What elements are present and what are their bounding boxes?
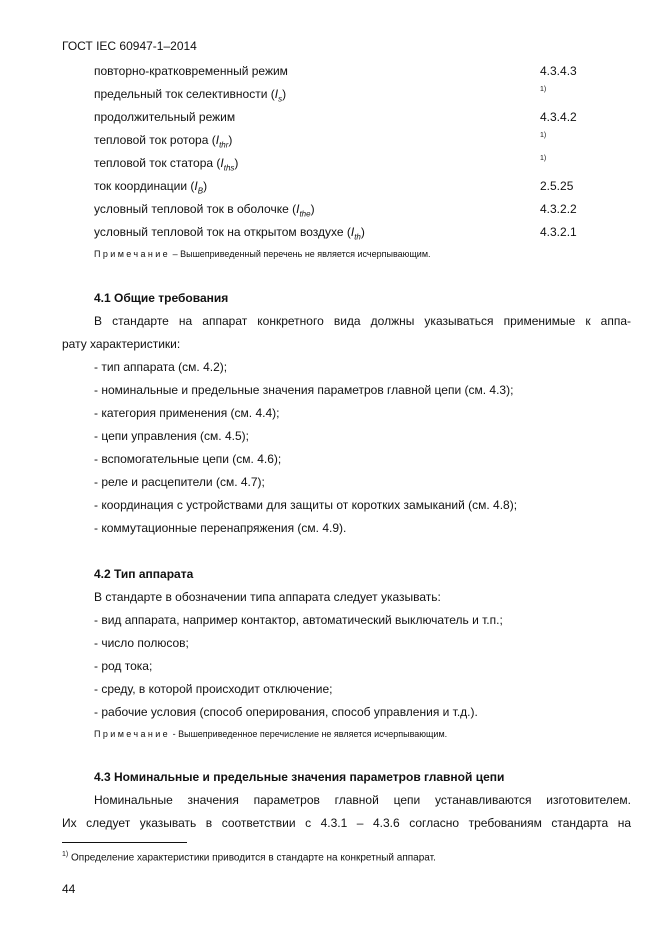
paragraph-line: В стандарте на аппарат конкретного вида должны указываться применимые к аппа- xyxy=(94,314,631,328)
symbol: $I_s$ xyxy=(274,87,283,104)
note xyxy=(94,726,447,742)
list-item: - номинальные и предельные значения параметров главной цепи (см. 4.3); xyxy=(94,383,514,397)
definition-ref: 4.3.2.2 xyxy=(540,202,577,216)
definition-ref: 2.5.25 xyxy=(540,179,574,193)
list-item: - вид аппарата, например контактор, автоматический выключатель и т.п.; xyxy=(94,613,503,627)
list-item: - цепи управления (см. 4.5); xyxy=(94,429,249,443)
paragraph-line: В стандарте в обозначении типа аппарата следует указывать: xyxy=(94,590,441,604)
footnote-text: Определение характеристики приводится в стандарте на конкретный аппарат. xyxy=(68,852,436,864)
document-header: ГОСТ IEC 60947-1–2014 xyxy=(62,39,197,53)
definition-ref: 4.3.4.2 xyxy=(540,110,577,124)
section-heading: 4.3 Номинальные и предельные значения параметров главной цепи xyxy=(94,770,505,784)
list-item: - коммутационные перенапряжения (см. 4.9). xyxy=(94,521,347,535)
definition-term: предельный ток селективности $(I_s)$ xyxy=(94,87,287,104)
list-item: - реле и расцепители (см. 4.7); xyxy=(94,475,265,489)
list-item: - рабочие условия (способ оперирования, способ управления и т.д.). xyxy=(94,705,478,719)
symbol: $I_{ths}$ xyxy=(220,156,235,173)
definition-term: тепловой ток статора $(I_{ths})$ xyxy=(94,156,239,173)
definition-ref: 4.3.2.1 xyxy=(540,225,577,239)
paragraph-line: рату характеристики: xyxy=(62,337,181,351)
symbol: $I_B$ xyxy=(194,179,204,196)
paragraph-line: Номинальные значения параметров главной цепи устанавливаются изготовителем. xyxy=(94,793,631,807)
section-heading: 4.2 Тип аппарата xyxy=(94,567,194,581)
list-item: - среду, в которой происходит отключение; xyxy=(94,682,333,696)
list-item: - род тока; xyxy=(94,659,153,673)
footnote xyxy=(62,847,436,866)
list-item: - вспомогательные цепи (см. 4.6); xyxy=(94,452,282,466)
definition-term: повторно-кратковременный режим xyxy=(94,64,288,78)
list-item: - число полюсов; xyxy=(94,636,189,650)
paragraph-line: Их следует указывать в соответствии с 4.3.1 – 4.3.6 согласно требованиям стандарта на xyxy=(62,816,631,830)
footnote-divider xyxy=(62,842,187,843)
definition-term: ток координации $(I_B)$ xyxy=(94,179,208,196)
note-label: Примечание xyxy=(94,249,171,259)
footnote-ref: 1) xyxy=(540,155,547,162)
list-item: - категория применения (см. 4.4); xyxy=(94,406,280,420)
symbol: $I_{thr}$ xyxy=(215,133,229,150)
section-heading: 4.1 Общие требования xyxy=(94,291,229,305)
footnote-ref: 1) xyxy=(540,132,547,139)
definition-term: тепловой ток ротора $(I_{thr})$ xyxy=(94,133,233,150)
page-number: 44 xyxy=(62,882,76,896)
note-text: - Вышеприведенное перечисление не является исчерпывающим. xyxy=(170,729,448,739)
note xyxy=(94,246,431,262)
definition-term: условный тепловой ток в оболочке $(I_{the})$ xyxy=(94,202,315,219)
definition-term: продолжительный режим xyxy=(94,110,236,124)
symbol: $I_{th}$ xyxy=(350,225,361,242)
footnote-ref: 1) xyxy=(540,86,547,93)
note-label: Примечание xyxy=(94,729,171,739)
list-item: - координация с устройствами для защиты от коротких замыканий (см. 4.8); xyxy=(94,498,518,512)
note-text: – Вышеприведенный перечень не является исчерпывающим. xyxy=(170,249,431,259)
footnote-mark: 1) xyxy=(62,851,69,858)
list-item: - тип аппарата (см. 4.2); xyxy=(94,360,228,374)
definition-term: условный тепловой ток на открытом воздухе $(I_{th})$ xyxy=(94,225,365,242)
definition-ref: 4.3.4.3 xyxy=(540,64,577,78)
symbol: $I_{the}$ xyxy=(296,202,311,219)
